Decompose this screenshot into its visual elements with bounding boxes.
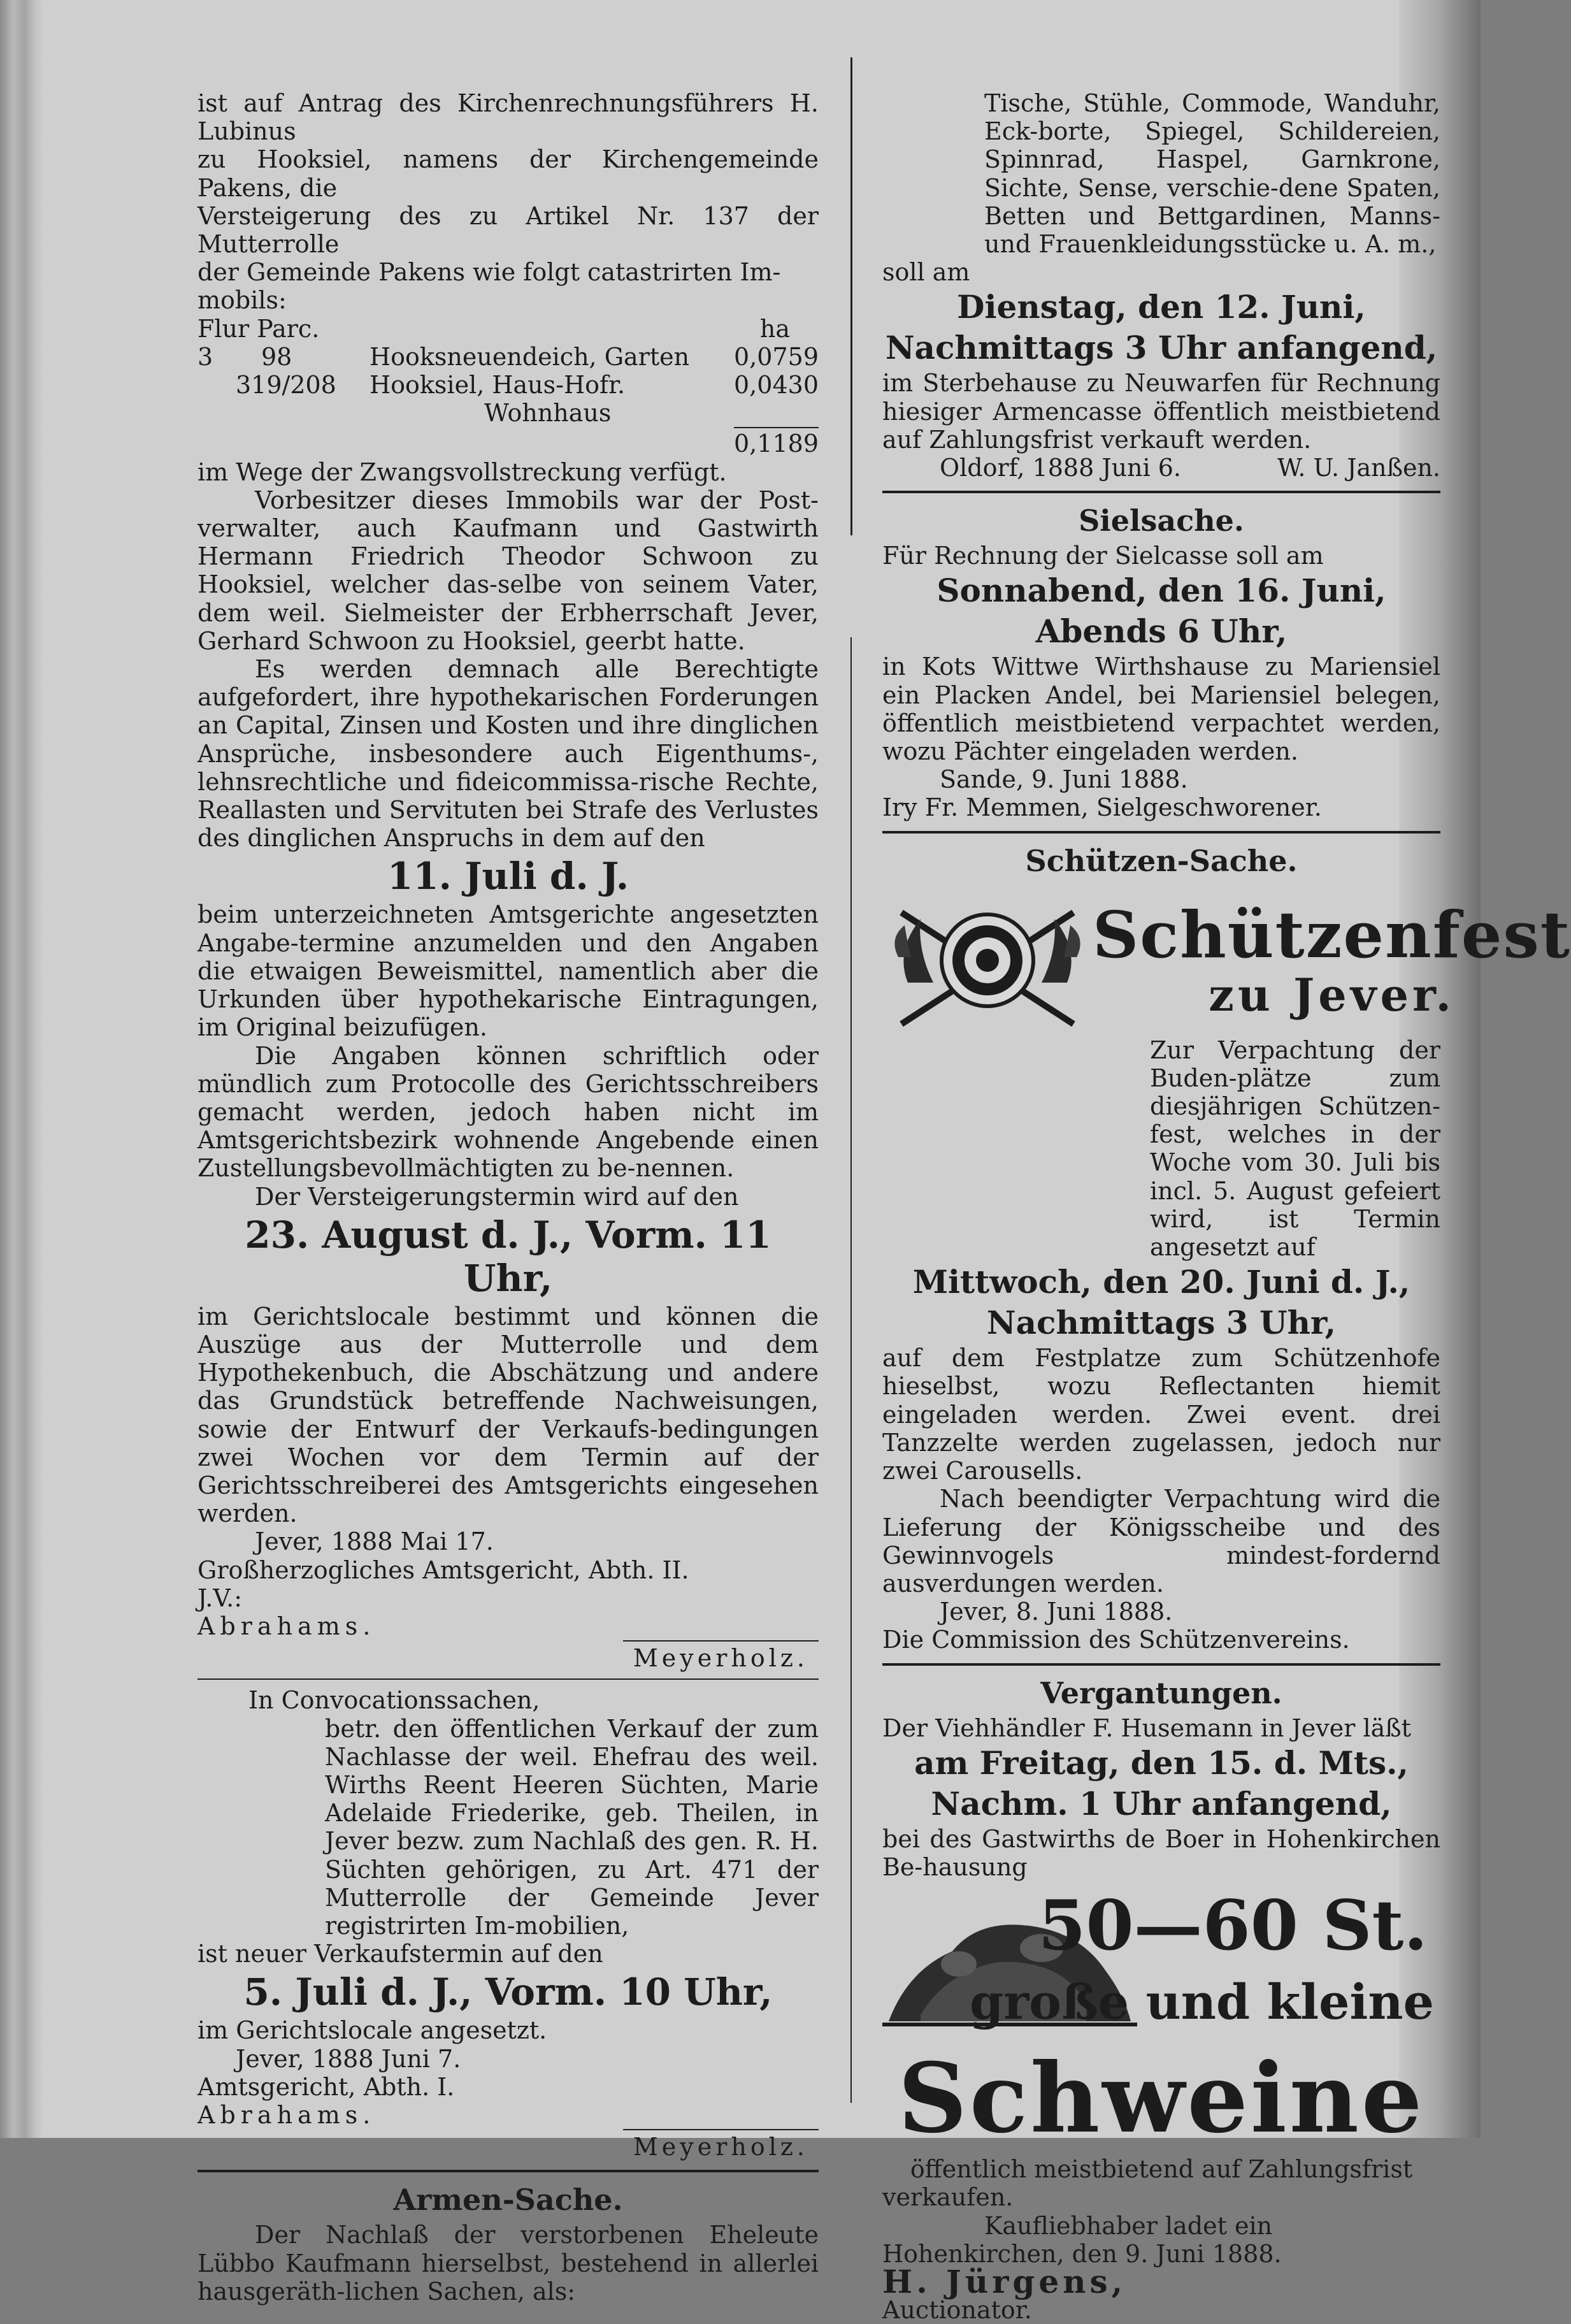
parcel-total: 0,1189 xyxy=(734,427,819,458)
vergantungen-notice xyxy=(882,1675,1440,2324)
paragraph: Nach beendigter Verpachtung wird die Lieferung der Königsscheibe und des Gewinnvogels mindest-fordernd ausverdungen werden. xyxy=(882,1485,1440,1598)
clerk-signature xyxy=(197,2129,819,2161)
section-rule xyxy=(197,2170,819,2172)
court-name: Großherzogliches Amtsgericht, Abth. II. xyxy=(197,1555,689,1584)
schuetzenfest-title: Schützenfest xyxy=(1093,897,1571,972)
place-date: Jever, 1888 Mai 17. xyxy=(255,1527,494,1556)
paragraph: soll am xyxy=(882,258,970,287)
banner-text xyxy=(1093,897,1571,1021)
parcel-area xyxy=(710,399,819,427)
place-date: Hohenkirchen, den 9. Juni 1888. xyxy=(882,2239,1282,2268)
date-heading: Sonnabend, den 16. Juni, xyxy=(936,572,1386,610)
parcel-area: 0,0759 xyxy=(734,342,819,371)
parcel-description: Hooksiel, Haus-Hofr. xyxy=(369,371,626,400)
signature: Iry Fr. Memmen, Sielgeschworener. xyxy=(882,793,1322,822)
date-heading: 11. Juli d. J. xyxy=(387,855,629,899)
place-date: Jever, 8. Juni 1888. xyxy=(940,1598,1173,1626)
parcel-table-header xyxy=(197,315,819,343)
paragraph: Es werden demnach alle Berechtigte aufgefordert, ihre hypothekarischen Forderungen an Capital, Zinsen und Kosten und ihre dinglichen Ansprüche, insbesondere auch Eigenthums-, lehnsrechtliche und fideicommissa-rische Rechte, Reallasten und Servituten bei Strafe des Verlustes des dinglichen Anspruchs in dem auf den xyxy=(197,655,819,853)
notice-separator xyxy=(197,1678,819,1680)
schweine-title: Schweine xyxy=(898,2042,1425,2155)
flur-parc-header: Flur Parc. xyxy=(197,314,320,343)
signature: W. U. Janßen. xyxy=(1277,454,1440,482)
time-heading: Nachm. 1 Uhr anfangend, xyxy=(931,1784,1392,1822)
place-date: Jever, 1888 Juni 7. xyxy=(236,2044,461,2073)
section-heading: Sielsache. xyxy=(1079,503,1244,538)
paragraph: öffentlich meistbietend auf Zahlungsfrist verkaufen. xyxy=(882,2155,1413,2212)
target-emblem-icon xyxy=(882,887,1093,1034)
parcel-area: 0,0430 xyxy=(734,371,819,400)
paragraph: beim unterzeichneten Amtsgerichte angesetzten Angabe-termine anzumelden und den Angaben die etwaigen Beweismittel, namentlich aber die Urkunden über hypothekarische Eintragungen, im Original beizufügen. xyxy=(197,900,819,1042)
place-date: Oldorf, 1888 Juni 6. xyxy=(940,454,1181,482)
section-heading: Vergantungen. xyxy=(1040,1675,1282,1710)
page-binding-edge xyxy=(0,0,45,2138)
parcel-row xyxy=(197,343,819,371)
date-heading: Mittwoch, den 20. Juni d. J., xyxy=(912,1263,1410,1301)
parcel-flur xyxy=(197,399,261,427)
auctioneer-name: H. Jürgens, xyxy=(882,2262,1127,2300)
items-list: Tische, Stühle, Commode, Wanduhr, Eck-borte, Spiegel, Schildereien, Spinnrad, Haspel, Garnkrone, Sichte, Sense, verschie-dene Spaten, Betten und Bettgardinen, Manns- und Frauenkleidungsstücke u. A. m., xyxy=(984,89,1440,259)
armen-sache-continued xyxy=(882,89,1440,482)
section-rule xyxy=(882,491,1440,493)
section-rule xyxy=(882,831,1440,834)
notice-title: In Convocationssachen, xyxy=(248,1686,540,1715)
clerk-name: Meyerholz. xyxy=(623,1640,819,1672)
column-divider-lower xyxy=(850,637,852,2103)
pig-advertisement xyxy=(882,1887,1440,2040)
place-date: Sande, 9. Juni 1888. xyxy=(940,765,1188,794)
paragraph: im Gerichtslocale angesetzt. xyxy=(197,2016,547,2045)
intro-line: mobils: xyxy=(197,286,287,315)
paragraph: im Sterbehause zu Neuwarfen für Rechnung hiesiger Armencasse öffentlich meistbietend auf Zahlungsfrist verkauft werden. xyxy=(882,369,1440,454)
intro-line: Versteigerung des zu Artikel Nr. 137 der Mutterrolle xyxy=(197,201,819,259)
parcel-table xyxy=(197,315,819,458)
pig-count: 50—60 St. xyxy=(1038,1886,1428,1967)
paragraph: Der Nachlaß der verstorbenen Eheleute Lübbo Kaufmann hierselbst, bestehend in allerlei hausgeräth-lichen Sachen, als: xyxy=(197,2221,819,2306)
intro-line: ist auf Antrag des Kirchenrechnungsführers H. Lubinus xyxy=(197,89,819,146)
clerk-name: Meyerholz. xyxy=(623,2129,819,2161)
column-divider xyxy=(850,57,852,535)
paragraph: Für Rechnung der Sielcasse soll am xyxy=(882,542,1324,570)
parcel-description: Hooksneuendeich, Garten xyxy=(369,342,690,371)
judge-name: Abrahams. xyxy=(197,1612,376,1640)
paragraph: ist neuer Verkaufstermin auf den xyxy=(197,1940,603,1968)
date-heading: Dienstag, den 12. Juni, xyxy=(957,288,1366,326)
paragraph: Zur Verpachtung der Buden-plätze zum diesjährigen Schützen-fest, welches in der Woche vom 30. Juli bis incl. 5. August gefeiert wird, ist Termin angesetzt auf xyxy=(1150,1036,1440,1262)
section-heading: Armen-Sache. xyxy=(393,2183,623,2218)
auctioneer-role: Auctionator. xyxy=(882,2296,1032,2324)
deputy-label: J.V.: xyxy=(197,1584,243,1612)
clerk-signature xyxy=(197,1640,819,1672)
signature: Die Commission des Schützenvereins. xyxy=(882,1626,1350,1654)
paragraph: im Wege der Zwangsvollstreckung verfügt. xyxy=(197,458,727,486)
time-heading: Abends 6 Uhr, xyxy=(1035,612,1288,651)
pig-sizes: große und kleine xyxy=(970,1974,1434,2031)
paragraph: bei des Gastwirths de Boer in Hohenkirchen Be-hausung xyxy=(882,1824,1440,1881)
parcel-number xyxy=(261,399,357,427)
schuetzenfest-banner xyxy=(882,887,1571,1034)
place-signature-row xyxy=(882,454,1440,482)
time-heading: Nachmittags 3 Uhr anfangend, xyxy=(885,329,1438,367)
paragraph: Vorbesitzer dieses Immobils war der Post-verwalter, auch Kaufmann und Gastwirth Hermann Friedrich Theodor Schwoon zu Hooksiel, welcher das-selbe von seinem Vater, dem weil. Sielmeister der Erbherrschaft Jever, Gerhard Schwoon zu Hooksiel, geerbt hatte. xyxy=(197,486,819,655)
paragraph: auf dem Festplatze zum Schützenhofe hieselbst, wozu Reflectanten hiemit eingeladen werden. Zwei event. drei Tanzzelte werden zugelassen, jedoch nur zwei Carousells. xyxy=(882,1344,1440,1485)
auction-notice-hooksiel xyxy=(197,89,819,1672)
paragraph: Der Viehhändler F. Husemann in Jever läßt xyxy=(882,1714,1411,1742)
time-heading: Nachmittags 3 Uhr, xyxy=(986,1304,1337,1342)
schuetzenfest-place: zu Jever. xyxy=(1209,968,1455,1021)
paragraph: Kaufliebhaber ladet ein xyxy=(984,2211,1273,2240)
parcel-total-row xyxy=(197,427,819,458)
date-heading: 23. August d. J., Vorm. 11 Uhr, xyxy=(245,1213,771,1300)
ha-header: ha xyxy=(759,314,790,343)
parcel-flur: 3 xyxy=(197,342,213,371)
paragraph: betr. den öffentlichen Verkauf der zum Nachlasse der weil. Ehefrau des weil. Wirths Reent Heeren Süchten, Marie Adelaide Friederike, geb. Theilen, in Jever bezw. zum Nachlaß des gen. R. H. Süchten gehörigen, zu Art. 471 der Mutterrolle der Gemeinde Jever registrirten Im-mobilien, xyxy=(325,1714,819,1940)
parcel-number: 98 xyxy=(261,342,292,371)
parcel-row xyxy=(197,399,819,427)
court-name: Amtsgericht, Abth. I. xyxy=(197,2072,455,2101)
parcel-row xyxy=(197,371,819,399)
right-column xyxy=(882,89,1571,2324)
armen-sache-notice xyxy=(197,2181,819,2306)
date-heading: am Freitag, den 15. d. Mts., xyxy=(914,1743,1409,1782)
paragraph: im Gerichtslocale bestimmt und können die Auszüge aus der Mutterrolle und dem Hypothekenbuch, die Abschätzung und andere das Grundstück betreffende Nachweisungen, sowie der Entwurf der Verkaufs-bedingungen zwei Wochen vor dem Termin auf der Gerichtsschreiberei des Amtsgerichts eingesehen werden. xyxy=(197,1302,819,1528)
convocation-notice xyxy=(197,1686,819,2161)
section-heading: Schützen-Sache. xyxy=(1025,843,1298,878)
intro-line: zu Hooksiel, namens der Kirchengemeinde Pakens, die xyxy=(197,145,819,202)
paragraph: in Kots Wittwe Wirthshause zu Mariensiel ein Placken Andel, bei Mariensiel belegen, öffentlich meistbietend verpachtet werden, wozu Pächter eingeladen werden. xyxy=(882,653,1440,766)
date-heading: 5. Juli d. J., Vorm. 10 Uhr, xyxy=(243,1970,773,2014)
paragraph: Die Angaben können schriftlich oder mündlich zum Protocolle des Gerichtsschreibers gemacht werden, jedoch haben nicht im Amtsgerichtsbezirk wohnende Angebende einen Zustellungsbevollmächtigten zu be-nennen. xyxy=(197,1041,819,1183)
schuetzen-sache-notice xyxy=(882,842,1571,1654)
left-column xyxy=(197,89,819,2306)
sielsache-notice xyxy=(882,502,1440,821)
section-rule xyxy=(882,1663,1440,1666)
parcel-description: Wohnhaus xyxy=(484,399,612,428)
parcel-number: 319/208 xyxy=(236,371,336,400)
intro-line: der Gemeinde Pakens wie folgt catastrirten Im- xyxy=(197,258,781,287)
judge-name: Abrahams. xyxy=(197,2101,376,2129)
paragraph: Der Versteigerungstermin wird auf den xyxy=(255,1182,739,1211)
